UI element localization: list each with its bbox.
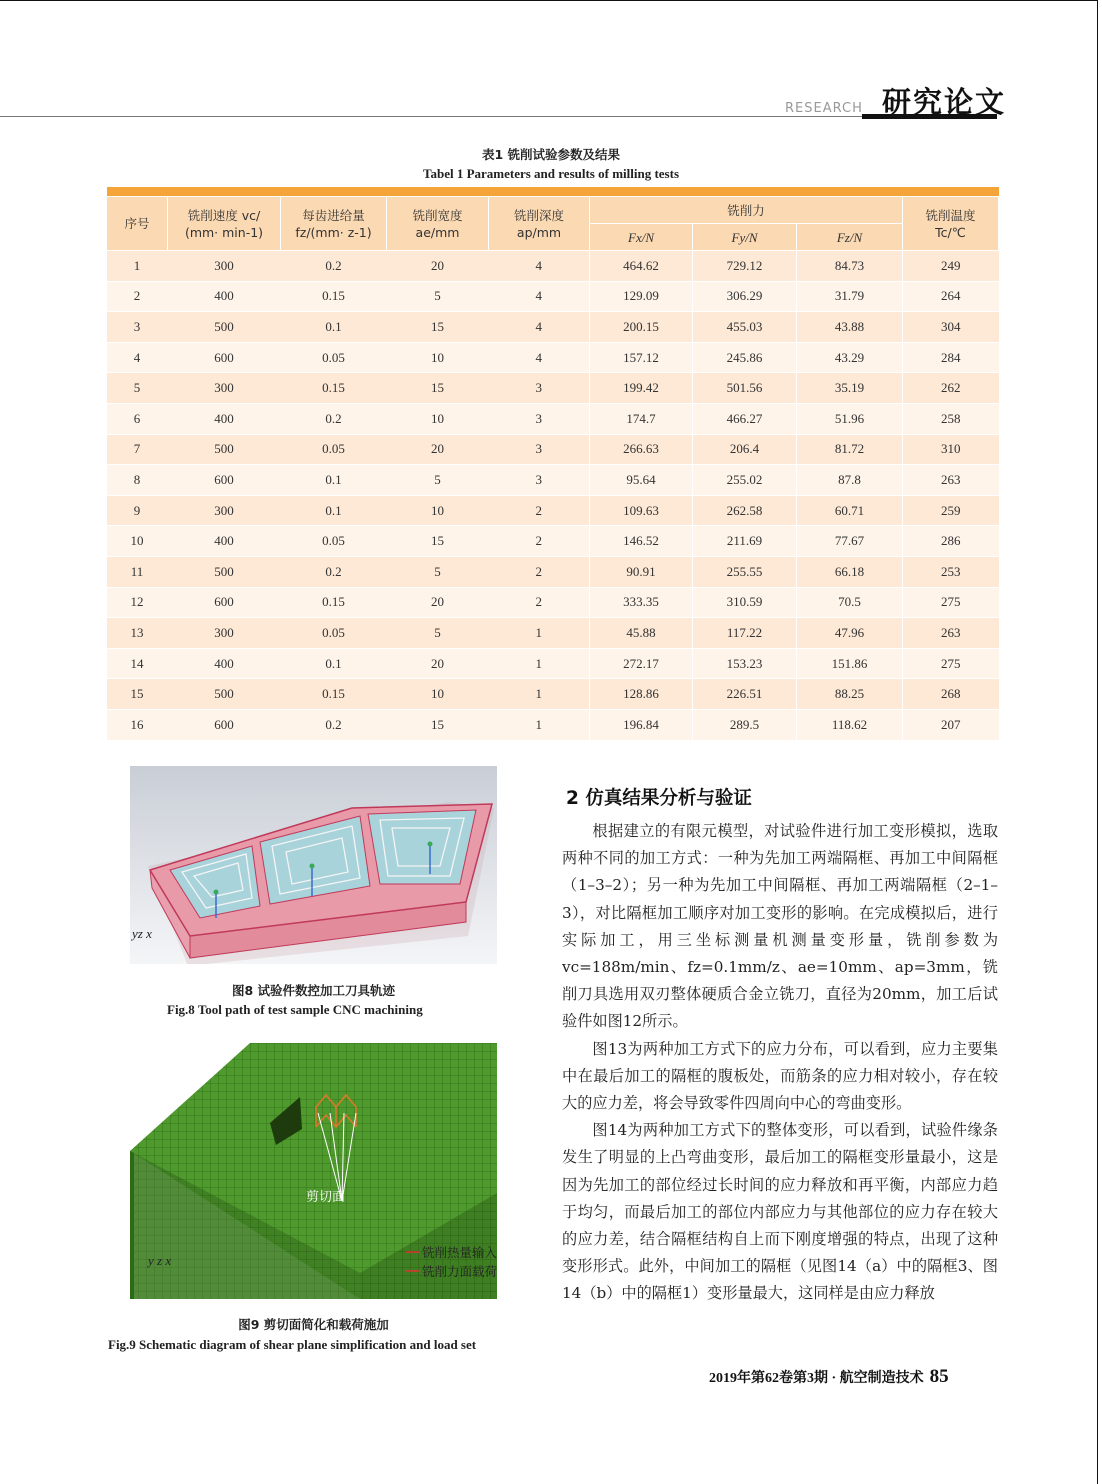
table-row	[107, 526, 999, 557]
table-cell: 2	[107, 281, 168, 312]
table-cell: 9	[107, 495, 168, 526]
table-cell: 0.15	[281, 679, 387, 710]
table-cell: 600	[168, 587, 281, 618]
table-cell: 90.91	[590, 556, 693, 587]
section-body	[562, 818, 998, 1308]
table-cell: 275	[903, 648, 999, 679]
table-cell: 0.05	[281, 342, 387, 373]
table-cell: 310	[903, 434, 999, 465]
table-cell: 272.17	[590, 648, 693, 679]
table-cell: 3	[489, 434, 590, 465]
table-cell: 5	[387, 465, 489, 496]
table-cell: 1	[107, 251, 168, 282]
fig9-legend-heat: 铣削热量输入	[422, 1245, 497, 1260]
table-cell: 2	[489, 587, 590, 618]
table-cell: 4	[489, 251, 590, 282]
table-cell: 306.29	[693, 281, 797, 312]
table-cell: 206.4	[693, 434, 797, 465]
table-cell: 174.7	[590, 403, 693, 434]
table-cell: 15	[387, 373, 489, 404]
table-cell: 20	[387, 434, 489, 465]
table-cell: 263	[903, 618, 999, 649]
table-cell: 600	[168, 342, 281, 373]
table-cell: 84.73	[797, 251, 903, 282]
table-cell: 0.1	[281, 465, 387, 496]
table-cell: 466.27	[693, 403, 797, 434]
table-cell: 5	[387, 556, 489, 587]
table-row	[107, 648, 999, 679]
table-cell: 35.19	[797, 373, 903, 404]
table-cell: 196.84	[590, 709, 693, 739]
table-cell: 153.23	[693, 648, 797, 679]
table-cell: 15	[387, 312, 489, 343]
header-rule	[0, 116, 862, 117]
table-cell: 455.03	[693, 312, 797, 343]
table-cell: 300	[168, 495, 281, 526]
table-cell: 266.63	[590, 434, 693, 465]
page-number: 85	[929, 1366, 949, 1387]
table-cell: 15	[387, 709, 489, 739]
table-cell: 286	[903, 526, 999, 557]
table-cell: 500	[168, 312, 281, 343]
table-cell: 10	[387, 342, 489, 373]
table-cell: 15	[387, 526, 489, 557]
milling-results-table	[106, 187, 999, 740]
table-cell: 8	[107, 465, 168, 496]
table-cell: 0.1	[281, 495, 387, 526]
fig9-axis-label: y z x	[148, 1253, 172, 1268]
table-cell: 77.67	[797, 526, 903, 557]
table-cell: 0.1	[281, 648, 387, 679]
fig8-axis-label: yz x	[132, 926, 152, 941]
table-cell: 45.88	[590, 618, 693, 649]
table-cell: 146.52	[590, 526, 693, 557]
section-title: 2 仿真结果分析与验证	[566, 788, 752, 809]
table-cell: 3	[107, 312, 168, 343]
table-cell: 600	[168, 709, 281, 739]
fig9-shear-plane-image	[130, 1043, 497, 1299]
table-cell: 0.15	[281, 373, 387, 404]
table-cell: 4	[107, 342, 168, 373]
table-cell: 14	[107, 648, 168, 679]
table-cell: 43.88	[797, 312, 903, 343]
col-header-force: 铣削力	[590, 197, 903, 224]
table-cell: 255.02	[693, 465, 797, 496]
table-cell: 4	[489, 281, 590, 312]
table-cell: 249	[903, 251, 999, 282]
page-border-right	[1097, 0, 1098, 1484]
table-cell: 255.55	[693, 556, 797, 587]
table-cell: 1	[489, 679, 590, 710]
table-cell: 3	[489, 465, 590, 496]
table-cell: 501.56	[693, 373, 797, 404]
table-row	[107, 342, 999, 373]
table-cell: 0.1	[281, 312, 387, 343]
table-cell: 262.58	[693, 495, 797, 526]
table-cell: 259	[903, 495, 999, 526]
table-cell: 43.29	[797, 342, 903, 373]
table-cell: 300	[168, 251, 281, 282]
table-cell: 500	[168, 556, 281, 587]
table-cell: 13	[107, 618, 168, 649]
table-cell: 4	[489, 312, 590, 343]
paragraph-1: 根据建立的有限元模型，对试验件进行加工变形模拟，选取两种不同的加工方式：一种为先加工两端隔框、再加工中间隔框（1–3–2）；另一种为先加工中间隔框、再加工两端隔框（2–1–3），对比隔框加工顺序对加工变形的影响。在完成模拟后，进行实际加工，用三坐标测量机测量变形量，铣削参数为vc=188m/min、fz=0.1mm/z、ae=10mm、ap=3mm，铣削刀具选用双刃整体硬质合金立铣刀，直径为20mm，加工后试验件如图12所示。	[562, 822, 998, 1031]
table-cell: 268	[903, 679, 999, 710]
table-row	[107, 434, 999, 465]
table-cell: 10	[387, 495, 489, 526]
table-cell: 284	[903, 342, 999, 373]
table-cell: 157.12	[590, 342, 693, 373]
table-cell: 6	[107, 403, 168, 434]
col-header-ap: 铣削深度 ap/mm	[489, 197, 590, 251]
table-cell: 258	[903, 403, 999, 434]
fig8-toolpath-image	[130, 766, 497, 964]
table-cell: 207	[903, 709, 999, 739]
table-cell: 88.25	[797, 679, 903, 710]
table-cell: 2	[489, 495, 590, 526]
table-cell: 10	[387, 679, 489, 710]
table-cell: 5	[387, 618, 489, 649]
table-cell: 245.86	[693, 342, 797, 373]
table-row	[107, 312, 999, 343]
table-cell: 500	[168, 434, 281, 465]
table-row	[107, 679, 999, 710]
table-cell: 47.96	[797, 618, 903, 649]
table-cell: 2	[489, 556, 590, 587]
table-cell: 0.05	[281, 526, 387, 557]
table-cell: 12	[107, 587, 168, 618]
table-cell: 400	[168, 526, 281, 557]
table-cell: 1	[489, 618, 590, 649]
table-cell: 70.5	[797, 587, 903, 618]
table-row	[107, 373, 999, 404]
col-header-fz: 每齿进给量 fz/(mm· z-1)	[281, 197, 387, 251]
table-cell: 400	[168, 648, 281, 679]
table-cell: 500	[168, 679, 281, 710]
table-cell: 7	[107, 434, 168, 465]
table-cell: 151.86	[797, 648, 903, 679]
paragraph-2: 图13为两种加工方式下的应力分布，可以看到，应力主要集中在最后加工的隔框的腹板处，而筋条的应力相对较小，存在较大的应力差，将会导致零件四周向中心的弯曲变形。	[562, 1039, 998, 1113]
fig8-caption-cn: 图8 试验件数控加工刀具轨迹	[231, 983, 396, 998]
table-cell: 275	[903, 587, 999, 618]
header-section-en: RESEARCH	[785, 101, 863, 116]
table-cell: 304	[903, 312, 999, 343]
table-cell: 117.22	[693, 618, 797, 649]
table-cell: 264	[903, 281, 999, 312]
fig8-caption-en: Fig.8 Tool path of test sample CNC machining	[167, 1002, 423, 1017]
table-cell: 3	[489, 373, 590, 404]
table-cell: 199.42	[590, 373, 693, 404]
table-cell: 5	[387, 281, 489, 312]
table-cell: 31.79	[797, 281, 903, 312]
table-cell: 1	[489, 648, 590, 679]
col-header-fy: Fy/N	[693, 224, 797, 251]
fig9-label-shear: 剪切面	[306, 1190, 346, 1205]
table-cell: 729.12	[693, 251, 797, 282]
table-cell: 10	[387, 403, 489, 434]
table-cell: 0.2	[281, 251, 387, 282]
table-cell: 464.62	[590, 251, 693, 282]
table-row	[107, 251, 999, 282]
col-header-ae: 铣削宽度 ae/mm	[387, 197, 489, 251]
table-cell: 253	[903, 556, 999, 587]
table-cell: 10	[107, 526, 168, 557]
col-header-no: 序号	[107, 197, 168, 251]
table-cell: 5	[107, 373, 168, 404]
table-cell: 95.64	[590, 465, 693, 496]
table-cell: 51.96	[797, 403, 903, 434]
table-cell: 262	[903, 373, 999, 404]
table-cell: 263	[903, 465, 999, 496]
table-cell: 300	[168, 373, 281, 404]
table-cell: 3	[489, 403, 590, 434]
col-header-temp: 铣削温度 Tc/℃	[903, 197, 999, 251]
table-cell: 66.18	[797, 556, 903, 587]
table-cell: 310.59	[693, 587, 797, 618]
table-cell: 600	[168, 465, 281, 496]
table-cell: 0.2	[281, 403, 387, 434]
table-cell: 20	[387, 648, 489, 679]
table-cell: 20	[387, 587, 489, 618]
table-cell: 60.71	[797, 495, 903, 526]
table-cell: 0.2	[281, 709, 387, 739]
table-cell: 289.5	[693, 709, 797, 739]
table-row	[107, 618, 999, 649]
table-cell: 109.63	[590, 495, 693, 526]
table-cell: 226.51	[693, 679, 797, 710]
header-section-cn: 研究论文	[882, 85, 1007, 119]
table-cell: 0.05	[281, 434, 387, 465]
table-caption-cn: 表1 铣削试验参数及结果	[481, 147, 621, 162]
page-border-top	[0, 0, 1097, 1]
table-cell: 2	[489, 526, 590, 557]
table-cell: 1	[489, 709, 590, 739]
table-cell: 200.15	[590, 312, 693, 343]
table-cell: 11	[107, 556, 168, 587]
table-row	[107, 556, 999, 587]
table-row	[107, 709, 999, 739]
table-row	[107, 465, 999, 496]
fig9-caption-en: Fig.9 Schematic diagram of shear plane simplification and load set	[108, 1337, 477, 1352]
table-cell: 118.62	[797, 709, 903, 739]
table-row	[107, 495, 999, 526]
table-cell: 0.15	[281, 281, 387, 312]
table-cell: 333.35	[590, 587, 693, 618]
table-row	[107, 587, 999, 618]
table-cell: 400	[168, 403, 281, 434]
col-header-fz-force: Fz/N	[797, 224, 903, 251]
table-row	[107, 403, 999, 434]
fig9-legend-force: 铣削力面载荷	[422, 1264, 497, 1279]
table-cell: 4	[489, 342, 590, 373]
table-cell: 16	[107, 709, 168, 739]
table-cell: 300	[168, 618, 281, 649]
table-cell: 0.2	[281, 556, 387, 587]
table-cell: 87.8	[797, 465, 903, 496]
table-cell: 211.69	[693, 526, 797, 557]
table-cell: 81.72	[797, 434, 903, 465]
fig9-caption-cn: 图9 剪切面简化和载荷施加	[238, 1317, 389, 1332]
col-header-vc: 铣削速度 vc/ (mm· min-1)	[168, 197, 281, 251]
table-cell: 129.09	[590, 281, 693, 312]
table-caption-en: Tabel 1 Parameters and results of milling tests	[422, 166, 679, 181]
paragraph-3: 图14为两种加工方式下的整体变形，可以看到，试验件缘条发生了明显的上凸弯曲变形，最后加工的隔框变形量最小，这是因为先加工的部位经过长时间的应力释放和再平衡，内部应力趋于均匀，而最后加工的部位内部应力与其他部位的应力存在较大的应力差，结合隔框结构自上而下刚度增强的特点，出现了这种变形形式。此外，中间加工的隔框（见图14（a）中的隔框3、图14（b）中的隔框1）变形量最大，这同样是由应力释放	[562, 1121, 998, 1303]
table-row	[107, 281, 999, 312]
table-cell: 128.86	[590, 679, 693, 710]
table-cell: 400	[168, 281, 281, 312]
table-cell: 0.05	[281, 618, 387, 649]
page-footer	[709, 1366, 949, 1388]
table-cell: 20	[387, 251, 489, 282]
table-cell: 15	[107, 679, 168, 710]
table-cell: 0.15	[281, 587, 387, 618]
footer-journal: 2019年第62卷第3期 · 航空制造技术	[709, 1371, 924, 1386]
col-header-fx: Fx/N	[590, 224, 693, 251]
